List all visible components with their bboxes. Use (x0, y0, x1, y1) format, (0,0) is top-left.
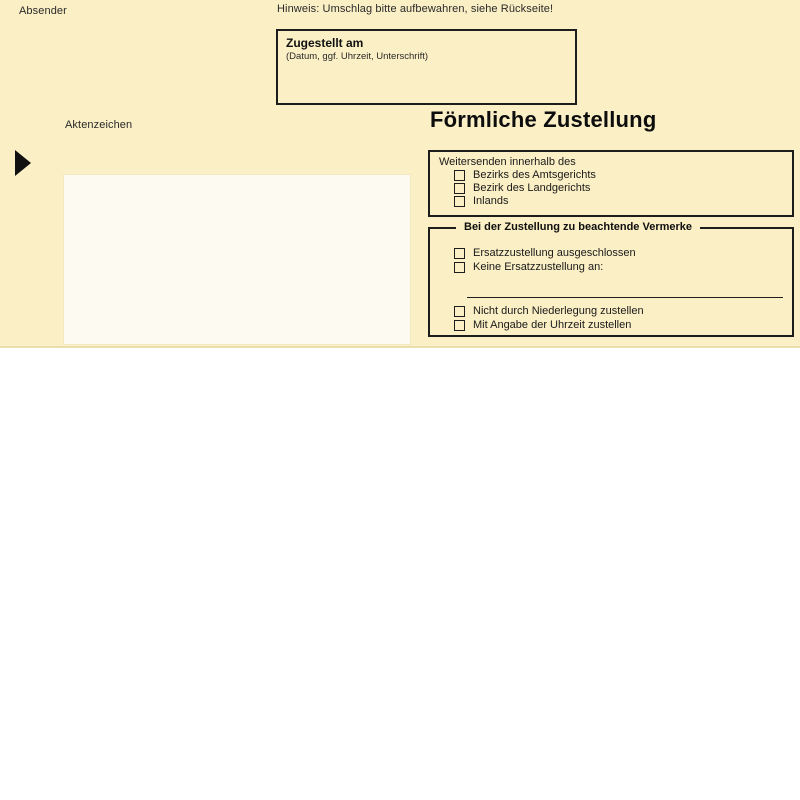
option-row (454, 182, 590, 194)
option-row (454, 305, 644, 317)
position-marker-triangle-icon (15, 150, 31, 176)
option-label: Nicht durch Niederlegung zustellen (473, 305, 644, 317)
checkbox-bezirk-landgericht[interactable] (454, 183, 465, 194)
weitersenden-section (428, 150, 794, 217)
option-row (454, 195, 508, 207)
option-label: Inlands (473, 195, 509, 207)
option-row (454, 247, 636, 259)
address-window[interactable] (63, 174, 411, 345)
vermerke-title: Bei der Zustellung zu beachtende Vermerke (456, 221, 700, 233)
option-label: Keine Ersatzzustellung an: (473, 261, 604, 273)
option-label: Bezirk des Landgerichts (473, 182, 591, 194)
zugestellt-am-field[interactable] (276, 29, 577, 105)
option-label: Mit Angabe der Uhrzeit zustellen (473, 319, 632, 331)
weitersenden-title: Weitersenden innerhalb des (439, 156, 576, 168)
option-row (454, 169, 596, 181)
write-in-line[interactable] (467, 297, 783, 298)
option-label: Ersatzzustellung ausgeschlossen (473, 247, 636, 259)
checkbox-mit-uhrzeit[interactable] (454, 320, 465, 331)
delivery-envelope (0, 0, 800, 348)
checkbox-inlands[interactable] (454, 196, 465, 207)
zugestellt-am-subtitle: (Datum, ggf. Uhrzeit, Unterschrift) (286, 51, 429, 62)
checkbox-keine-ersatzzustellung[interactable] (454, 262, 465, 273)
checkbox-nicht-niederlegung[interactable] (454, 306, 465, 317)
option-row (454, 319, 631, 331)
checkbox-ersatzzustellung-ausgeschlossen[interactable] (454, 248, 465, 259)
aktenzeichen-label: Aktenzeichen (65, 119, 133, 131)
vermerke-section (428, 221, 794, 337)
page-title: Förmliche Zustellung (430, 107, 657, 132)
zugestellt-am-title: Zugestellt am (286, 36, 364, 50)
hinweis-note: Hinweis: Umschlag bitte aufbewahren, siehe Rückseite! (277, 3, 554, 15)
option-row (454, 261, 603, 273)
checkbox-bezirks-amtsgericht[interactable] (454, 170, 465, 181)
absender-label: Absender (19, 5, 67, 17)
option-label: Bezirks des Amtsgerichts (473, 169, 596, 181)
